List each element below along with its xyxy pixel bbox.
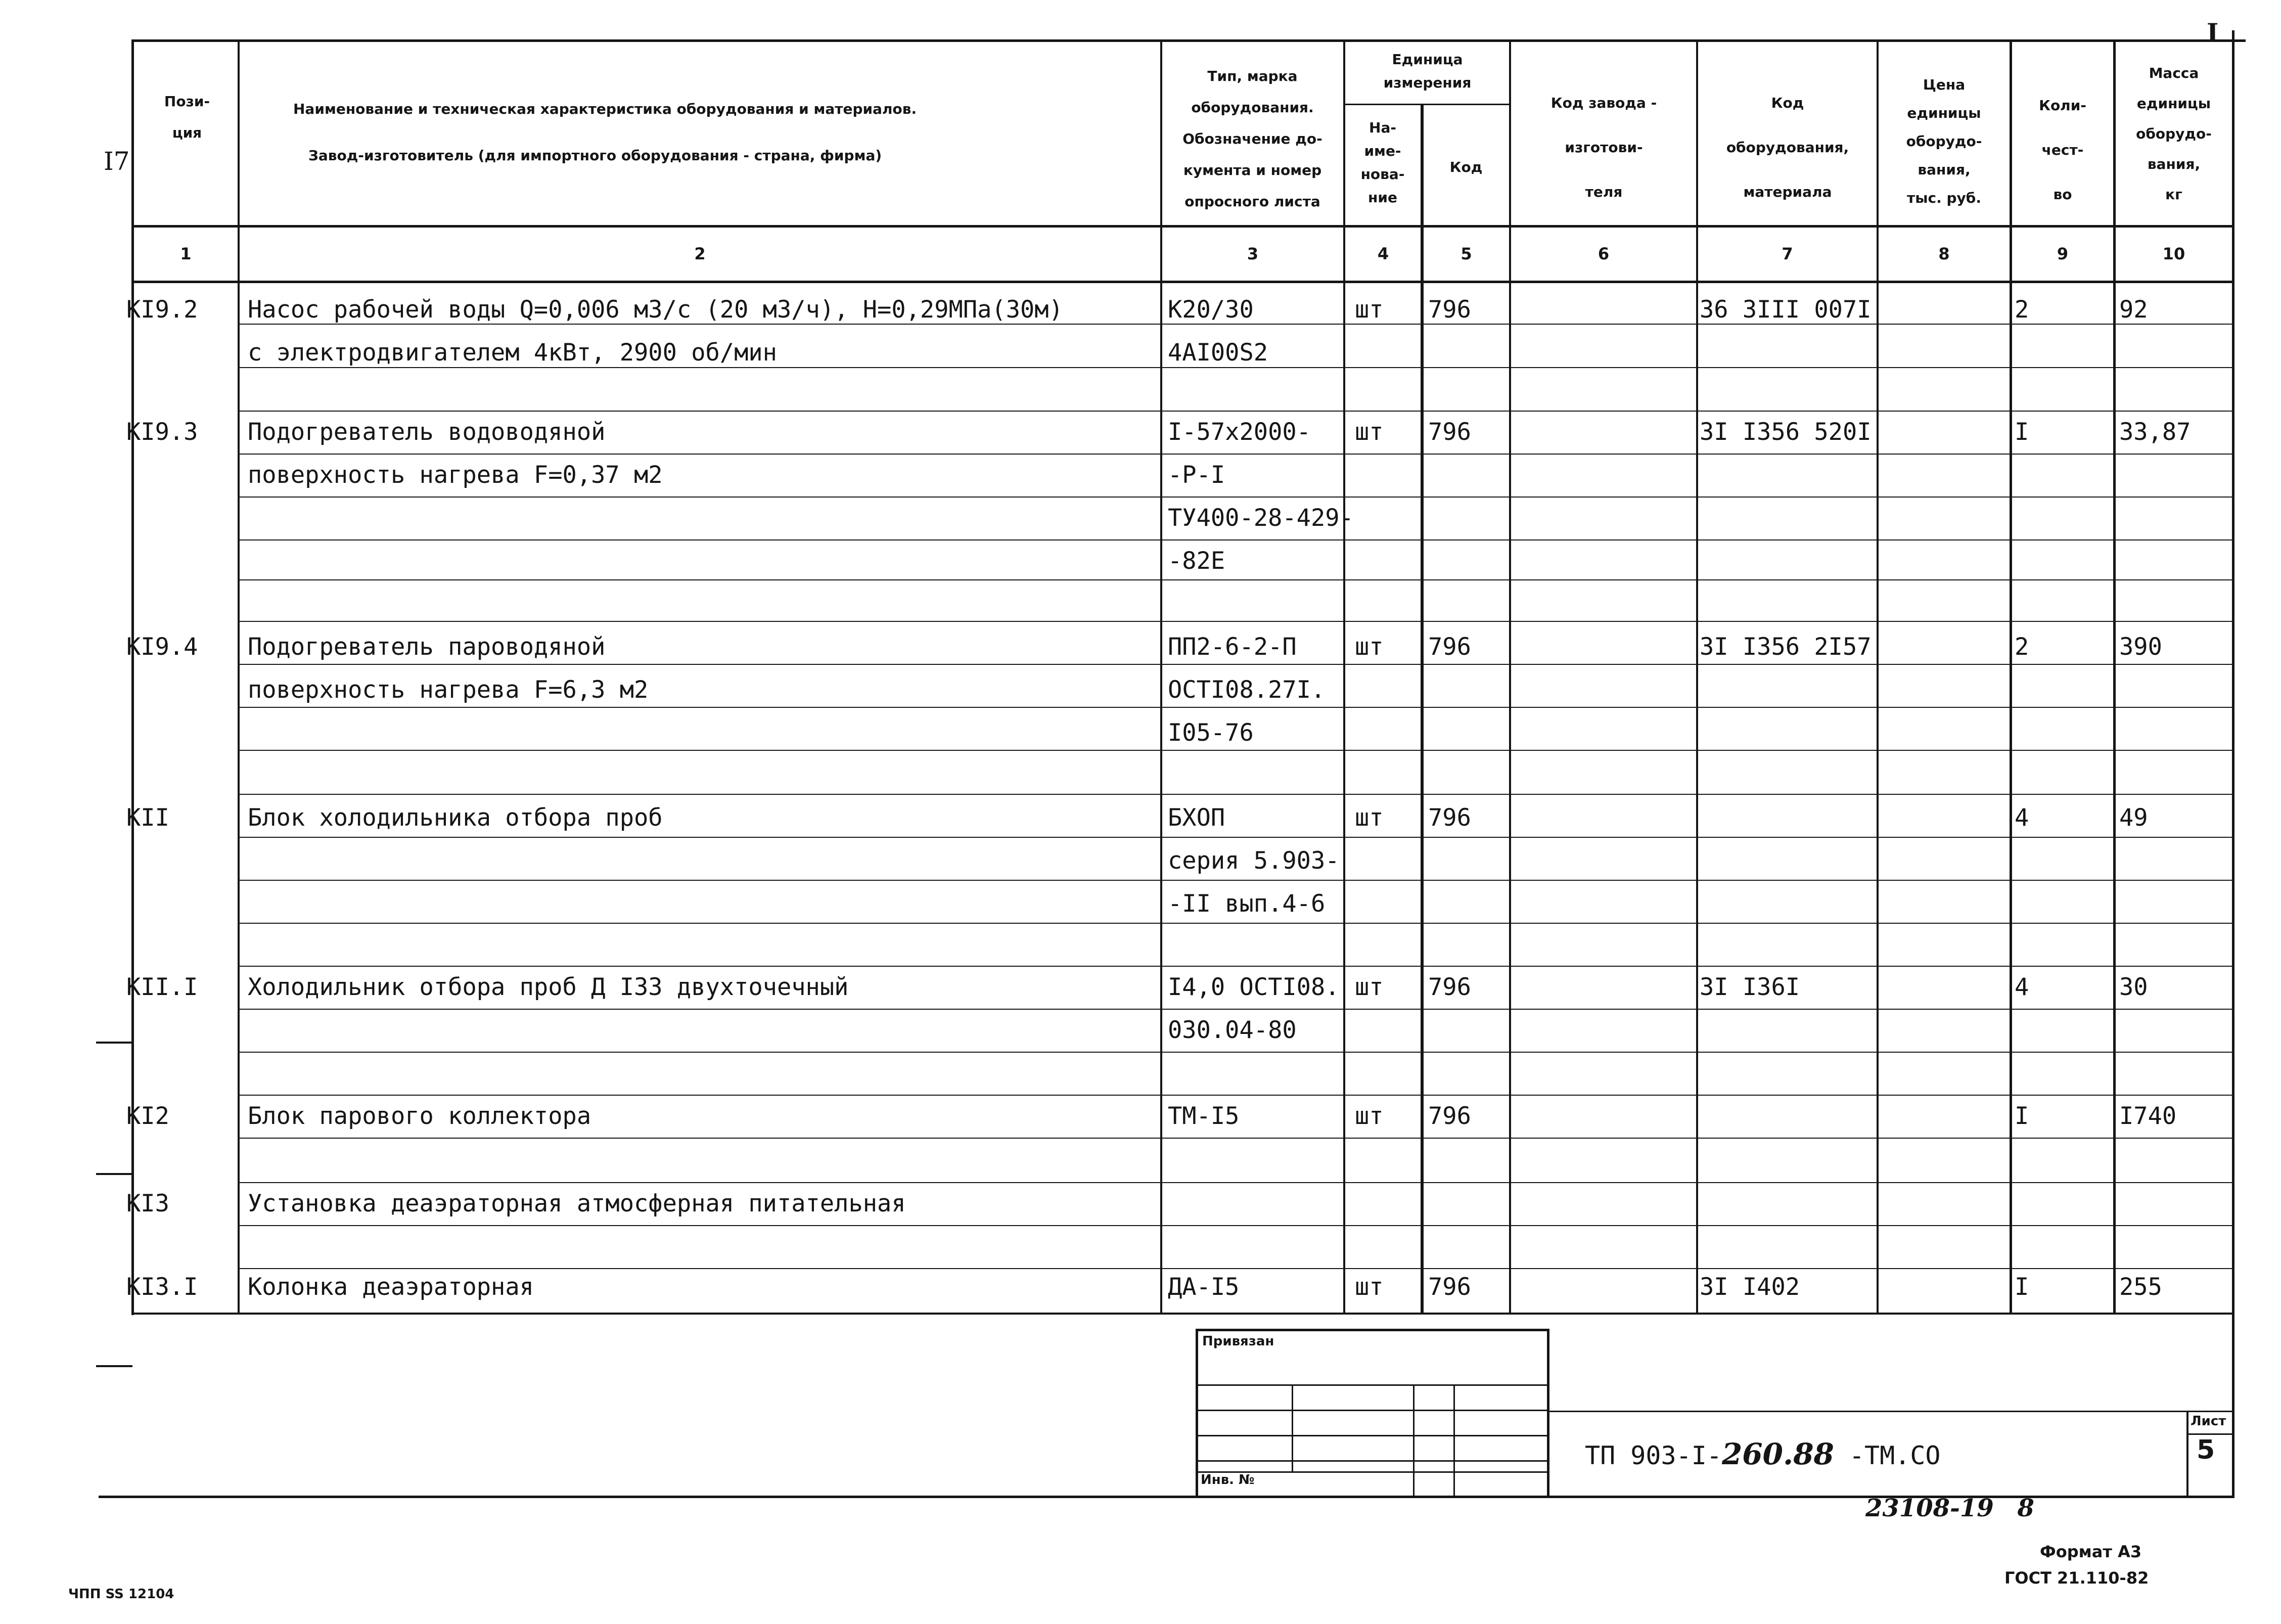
quantity-cell: I [2015,1102,2029,1130]
type-cell: I05-76 [1168,719,1254,747]
header-col3: Тип, марка оборудования. Обозначение до- кумента и номер опросного листа [1182,68,1322,210]
position-cell: KI9.2 [126,296,198,324]
name-cell: поверхность нагрева F=0,37 м2 [248,461,663,489]
unit-code-cell: 796 [1428,973,1471,1001]
header-col6: Код завода - изготови- теля [1550,95,1657,200]
gost-label: ГОСТ 21.110-82 [2004,1568,2149,1588]
type-cell: БХОП [1168,804,1225,832]
type-cell: ТМ-I5 [1168,1102,1240,1130]
name-cell: Насос рабочей воды Q=0,006 м3/с (20 м3/ч), Н=0,29МПа(30м) [248,296,1063,324]
unit-cell: шт [1355,973,1384,1001]
type-cell: серия 5.903- [1168,847,1340,875]
bottom-left-code: ЧПП SS 12104 [68,1587,174,1602]
equipment-code-cell: 3I I36I [1700,973,1800,1001]
equipment-code-cell: 3I I356 2I57 [1700,633,1872,661]
type-cell: I4,0 ОСТI08. [1168,973,1340,1001]
unit-code-cell: 796 [1428,1273,1471,1301]
archive-number: 23108-19 8 [1865,1494,2034,1522]
type-cell: ДА-I5 [1168,1273,1240,1301]
mass-cell: 30 [2119,973,2148,1001]
header-unit: Единица измерения [1383,51,1472,91]
position-cell: KI3.I [126,1273,198,1301]
header-col5: Код [1449,159,1483,175]
unit-code-cell: 796 [1428,296,1471,324]
type-cell: I-57х2000- [1168,418,1311,446]
column-number: 7 [1782,244,1793,263]
unit-code-cell: 796 [1428,418,1471,446]
name-cell: Колонка деаэраторная [248,1273,534,1301]
equipment-code-cell: 3I I402 [1700,1273,1800,1301]
unit-cell: шт [1355,296,1384,324]
unit-code-cell: 796 [1428,804,1471,832]
header-col4: На- име- нова- ние [1360,119,1405,206]
type-cell: ОСТI08.27I. [1168,676,1326,704]
quantity-cell: 4 [2015,804,2029,832]
position-cell: KII.I [126,973,198,1001]
stamp-privyazan: Привязан [1202,1334,1274,1349]
header-col8: Цена единицы оборудо- вания, тыс. руб. [1906,76,1982,206]
column-number: 9 [2057,244,2069,263]
margin-mark-left: I7 [104,147,130,176]
name-cell: с электродвигателем 4кВт, 2900 об/мин [248,339,777,367]
header-col7: Код оборудования, материала [1726,95,1849,200]
mass-cell: 390 [2119,633,2162,661]
header-col10: Масса единицы оборудо- вания, кг [2136,65,2212,203]
quantity-cell: 4 [2015,973,2029,1001]
type-cell: -82Е [1168,547,1225,575]
quantity-cell: I [2015,1273,2029,1301]
header-col2: Наименование и техническая характеристика оборудования и материалов. Завод-изготовитель (для импортного оборудования - страна, фирма) [293,101,917,164]
quantity-cell: 2 [2015,296,2029,324]
column-number: 5 [1461,244,1472,263]
position-cell: KI9.3 [126,418,198,446]
type-cell: ТУ400-28-429- [1168,504,1354,532]
header-col9: Коли- чест- во [2039,97,2086,203]
unit-cell: шт [1355,418,1384,446]
mass-cell: 92 [2119,296,2148,324]
type-cell: ПП2-6-2-П [1168,633,1297,661]
mass-cell: 49 [2119,804,2148,832]
margin-mark-top-right: I [2207,18,2219,48]
mass-cell: 255 [2119,1273,2162,1301]
name-cell: Подогреватель водоводяной [248,418,606,446]
unit-cell: шт [1355,1273,1384,1301]
column-number: 4 [1377,244,1389,263]
name-cell: поверхность нагрева F=6,3 м2 [248,676,649,704]
type-cell: К20/30 [1168,296,1254,324]
type-cell: 030.04-80 [1168,1016,1297,1044]
document-designation: ТП 903-I-260.88 -ТМ.СО [1585,1437,1941,1471]
quantity-cell: I [2015,418,2029,446]
unit-code-cell: 796 [1428,633,1471,661]
sheet-label: Лист [2191,1414,2226,1429]
name-cell: Блок парового коллектора [248,1102,591,1130]
name-cell: Холодильник отбора проб Д I33 двухточечный [248,973,849,1001]
column-number: 3 [1247,244,1259,263]
position-cell: KI9.4 [126,633,198,661]
type-cell: -Р-I [1168,461,1225,489]
type-cell: -II вып.4-6 [1168,890,1326,918]
header-col1: Пози- ция [164,93,210,141]
column-number: 10 [2162,244,2185,263]
column-number: 1 [180,244,192,263]
name-cell: Подогреватель пароводяной [248,633,606,661]
position-cell: KII [126,804,169,832]
format-label: Формат А3 [2040,1542,2142,1561]
mass-cell: 33,87 [2119,418,2191,446]
unit-code-cell: 796 [1428,1102,1471,1130]
quantity-cell: 2 [2015,633,2029,661]
equipment-code-cell: 3I I356 520I [1700,418,1872,446]
type-cell: 4АI00S2 [1168,339,1268,367]
unit-cell: шт [1355,1102,1384,1130]
column-number: 2 [694,244,706,263]
column-number: 8 [1938,244,1950,263]
unit-cell: шт [1355,633,1384,661]
sheet-number: 5 [2197,1435,2215,1465]
name-cell: Блок холодильника отбора проб [248,804,663,832]
equipment-code-cell: 36 3III 007I [1700,296,1872,324]
name-cell: Установка деаэраторная атмосферная питательная [248,1190,906,1217]
unit-cell: шт [1355,804,1384,832]
mass-cell: I740 [2119,1102,2177,1130]
stamp-inv-no: Инв. № [1201,1472,1255,1487]
column-number: 6 [1598,244,1610,263]
position-cell: KI3 [126,1190,169,1217]
position-cell: KI2 [126,1102,169,1130]
